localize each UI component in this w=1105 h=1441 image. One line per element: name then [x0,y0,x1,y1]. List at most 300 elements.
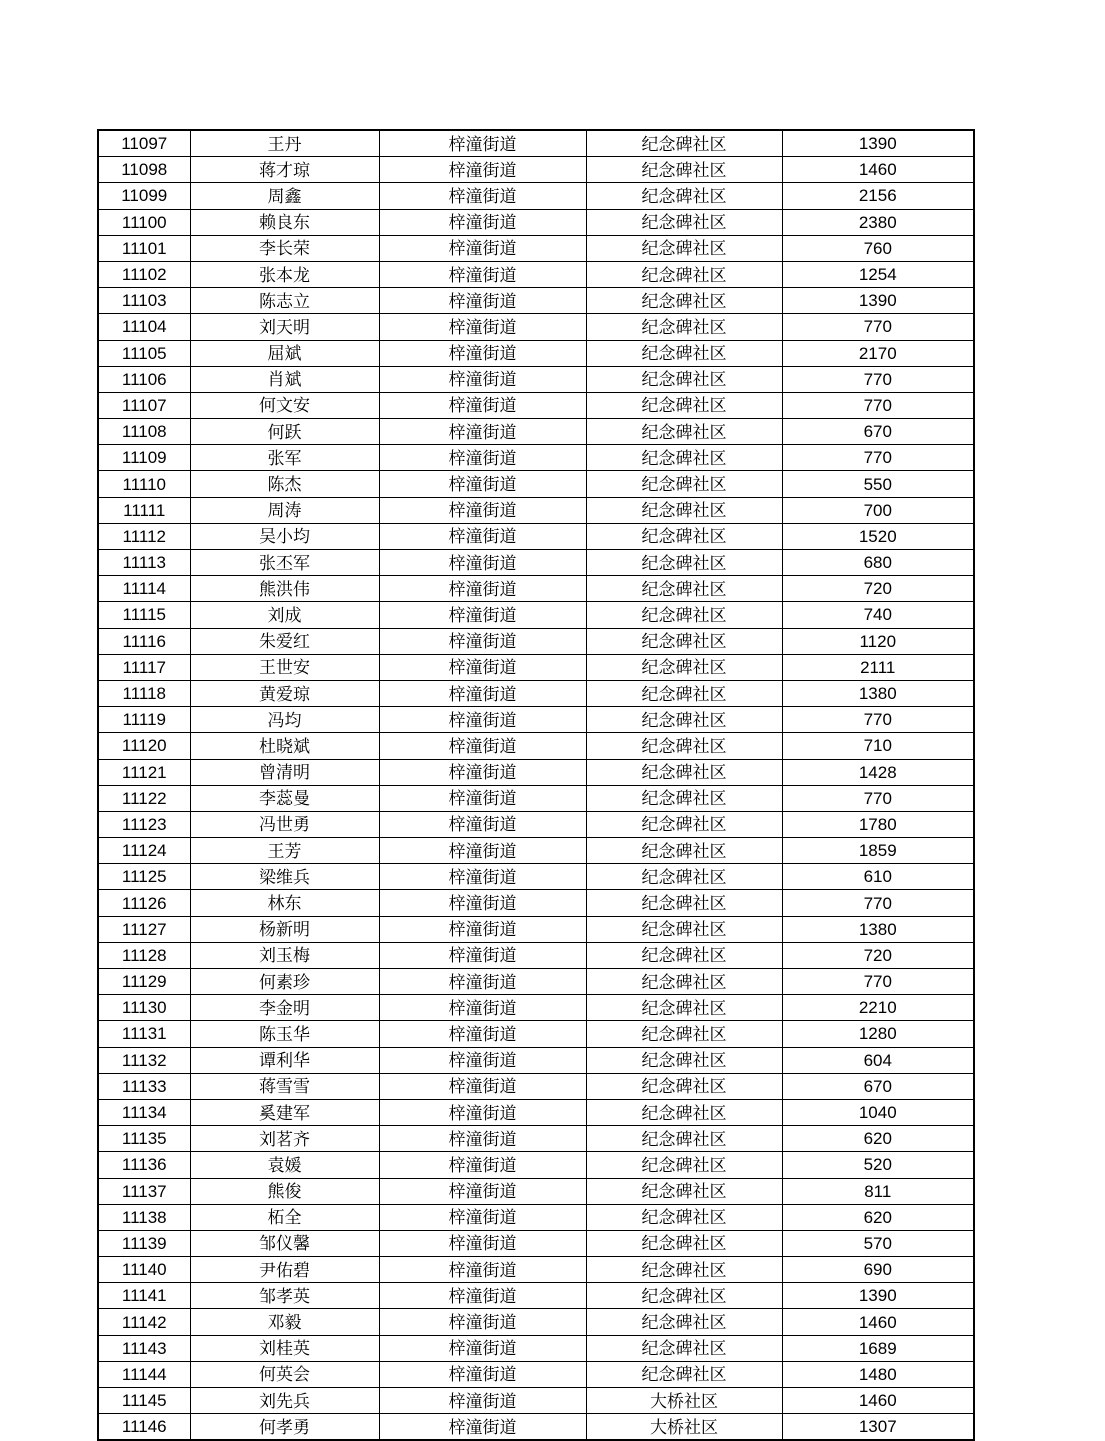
cell-id: 11142 [98,1309,190,1335]
table-row [98,654,974,680]
cell-street: 梓潼街道 [379,288,586,314]
cell-name: 蒋才琼 [190,157,379,183]
table-row [98,759,974,785]
cell-id: 11106 [98,366,190,392]
cell-amount: 770 [782,707,974,733]
cell-community: 纪念碑社区 [586,785,782,811]
cell-community: 纪念碑社区 [586,445,782,471]
cell-community: 纪念碑社区 [586,550,782,576]
cell-amount: 740 [782,602,974,628]
cell-community: 纪念碑社区 [586,1230,782,1256]
cell-amount: 1380 [782,916,974,942]
cell-id: 11111 [98,497,190,523]
cell-community: 纪念碑社区 [586,1099,782,1125]
cell-id: 11146 [98,1414,190,1441]
cell-community: 纪念碑社区 [586,942,782,968]
cell-name: 柘全 [190,1204,379,1230]
cell-community: 纪念碑社区 [586,628,782,654]
cell-name: 朱爱红 [190,628,379,654]
cell-community: 纪念碑社区 [586,654,782,680]
cell-amount: 2170 [782,340,974,366]
cell-amount: 1859 [782,838,974,864]
cell-id: 11137 [98,1178,190,1204]
cell-name: 李长荣 [190,235,379,261]
cell-amount: 760 [782,235,974,261]
cell-amount: 1254 [782,261,974,287]
cell-amount: 1390 [782,288,974,314]
cell-street: 梓潼街道 [379,183,586,209]
table-row [98,969,974,995]
cell-community: 纪念碑社区 [586,235,782,261]
cell-amount: 1520 [782,523,974,549]
cell-community: 纪念碑社区 [586,1309,782,1335]
cell-street: 梓潼街道 [379,1178,586,1204]
cell-amount: 1390 [782,130,974,157]
cell-name: 何英会 [190,1361,379,1387]
cell-id: 11110 [98,471,190,497]
cell-street: 梓潼街道 [379,1309,586,1335]
cell-street: 梓潼街道 [379,785,586,811]
cell-name: 刘成 [190,602,379,628]
table-row [98,628,974,654]
table-row [98,680,974,706]
cell-id: 11102 [98,261,190,287]
cell-id: 11099 [98,183,190,209]
cell-community: 纪念碑社区 [586,890,782,916]
table-row [98,288,974,314]
cell-amount: 520 [782,1152,974,1178]
cell-community: 纪念碑社区 [586,288,782,314]
table-row [98,1204,974,1230]
cell-community: 纪念碑社区 [586,1335,782,1361]
cell-id: 11101 [98,235,190,261]
cell-street: 梓潼街道 [379,1414,586,1441]
cell-amount: 670 [782,1073,974,1099]
cell-id: 11100 [98,209,190,235]
table-row [98,942,974,968]
cell-street: 梓潼街道 [379,366,586,392]
cell-name: 尹佑碧 [190,1257,379,1283]
table-row [98,471,974,497]
cell-id: 11133 [98,1073,190,1099]
cell-amount: 720 [782,942,974,968]
cell-id: 11145 [98,1388,190,1414]
cell-amount: 1780 [782,811,974,837]
cell-id: 11113 [98,550,190,576]
table-row [98,1073,974,1099]
cell-amount: 2210 [782,995,974,1021]
table-row [98,183,974,209]
cell-amount: 1460 [782,1309,974,1335]
cell-street: 梓潼街道 [379,261,586,287]
cell-community: 纪念碑社区 [586,209,782,235]
cell-name: 冯世勇 [190,811,379,837]
cell-amount: 680 [782,550,974,576]
cell-street: 梓潼街道 [379,471,586,497]
cell-community: 纪念碑社区 [586,733,782,759]
cell-amount: 770 [782,445,974,471]
cell-name: 黄爱琼 [190,680,379,706]
cell-id: 11103 [98,288,190,314]
cell-community: 纪念碑社区 [586,1361,782,1387]
cell-amount: 770 [782,785,974,811]
cell-name: 邹孝英 [190,1283,379,1309]
cell-amount: 770 [782,366,974,392]
cell-name: 何孝勇 [190,1414,379,1441]
cell-amount: 2111 [782,654,974,680]
cell-community: 纪念碑社区 [586,1204,782,1230]
table-row [98,235,974,261]
cell-name: 陈志立 [190,288,379,314]
cell-community: 纪念碑社区 [586,916,782,942]
cell-street: 梓潼街道 [379,969,586,995]
cell-community: 纪念碑社区 [586,366,782,392]
cell-amount: 620 [782,1204,974,1230]
cell-id: 11134 [98,1099,190,1125]
table-row [98,1099,974,1125]
cell-amount: 620 [782,1126,974,1152]
table-row [98,1309,974,1335]
cell-name: 刘先兵 [190,1388,379,1414]
cell-street: 梓潼街道 [379,130,586,157]
table-row [98,1178,974,1204]
cell-name: 袁媛 [190,1152,379,1178]
table-row [98,1126,974,1152]
cell-community: 纪念碑社区 [586,1073,782,1099]
cell-name: 邹仪馨 [190,1230,379,1256]
cell-community: 纪念碑社区 [586,576,782,602]
cell-id: 11125 [98,864,190,890]
cell-id: 11127 [98,916,190,942]
cell-street: 梓潼街道 [379,1047,586,1073]
cell-name: 谭利华 [190,1047,379,1073]
cell-name: 陈玉华 [190,1021,379,1047]
cell-street: 梓潼街道 [379,1388,586,1414]
cell-name: 蒋雪雪 [190,1073,379,1099]
cell-street: 梓潼街道 [379,1099,586,1125]
cell-community: 纪念碑社区 [586,995,782,1021]
cell-community: 纪念碑社区 [586,1021,782,1047]
cell-amount: 604 [782,1047,974,1073]
cell-street: 梓潼街道 [379,733,586,759]
cell-street: 梓潼街道 [379,576,586,602]
cell-street: 梓潼街道 [379,602,586,628]
cell-community: 纪念碑社区 [586,157,782,183]
table-row [98,890,974,916]
table-row [98,366,974,392]
cell-name: 林东 [190,890,379,916]
cell-id: 11121 [98,759,190,785]
cell-street: 梓潼街道 [379,707,586,733]
cell-name: 张本龙 [190,261,379,287]
cell-name: 张军 [190,445,379,471]
cell-id: 11123 [98,811,190,837]
cell-community: 大桥社区 [586,1388,782,1414]
cell-name: 张丕军 [190,550,379,576]
cell-amount: 1120 [782,628,974,654]
cell-amount: 1689 [782,1335,974,1361]
cell-name: 陈杰 [190,471,379,497]
cell-id: 11122 [98,785,190,811]
cell-name: 吴小均 [190,523,379,549]
cell-street: 梓潼街道 [379,392,586,418]
cell-community: 纪念碑社区 [586,1178,782,1204]
cell-id: 11130 [98,995,190,1021]
cell-community: 纪念碑社区 [586,759,782,785]
cell-id: 11126 [98,890,190,916]
cell-name: 熊洪伟 [190,576,379,602]
cell-id: 11098 [98,157,190,183]
cell-amount: 700 [782,497,974,523]
cell-name: 冯均 [190,707,379,733]
cell-id: 11108 [98,419,190,445]
table-row [98,733,974,759]
cell-street: 梓潼街道 [379,157,586,183]
cell-name: 周涛 [190,497,379,523]
cell-amount: 770 [782,392,974,418]
cell-street: 梓潼街道 [379,838,586,864]
table-row [98,1335,974,1361]
table-row [98,995,974,1021]
cell-community: 大桥社区 [586,1414,782,1441]
cell-name: 杨新明 [190,916,379,942]
cell-community: 纪念碑社区 [586,471,782,497]
cell-amount: 550 [782,471,974,497]
table-row [98,157,974,183]
cell-street: 梓潼街道 [379,1021,586,1047]
cell-street: 梓潼街道 [379,419,586,445]
cell-id: 11115 [98,602,190,628]
cell-name: 刘天明 [190,314,379,340]
cell-name: 奚建军 [190,1099,379,1125]
table-row [98,864,974,890]
table-row [98,838,974,864]
cell-name: 李蕊曼 [190,785,379,811]
cell-amount: 1460 [782,1388,974,1414]
cell-amount: 610 [782,864,974,890]
cell-street: 梓潼街道 [379,550,586,576]
cell-id: 11116 [98,628,190,654]
cell-community: 纪念碑社区 [586,864,782,890]
cell-id: 11136 [98,1152,190,1178]
cell-street: 梓潼街道 [379,864,586,890]
table-row [98,550,974,576]
cell-community: 纪念碑社区 [586,680,782,706]
cell-community: 纪念碑社区 [586,1126,782,1152]
cell-id: 11140 [98,1257,190,1283]
cell-street: 梓潼街道 [379,654,586,680]
cell-name: 刘桂英 [190,1335,379,1361]
cell-street: 梓潼街道 [379,811,586,837]
cell-community: 纪念碑社区 [586,838,782,864]
table-row [98,602,974,628]
cell-name: 王芳 [190,838,379,864]
cell-community: 纪念碑社区 [586,1283,782,1309]
table-row [98,497,974,523]
cell-street: 梓潼街道 [379,942,586,968]
cell-amount: 770 [782,969,974,995]
cell-amount: 1040 [782,1099,974,1125]
cell-name: 王世安 [190,654,379,680]
cell-id: 11129 [98,969,190,995]
table-row [98,445,974,471]
cell-id: 11114 [98,576,190,602]
table-row [98,261,974,287]
table-row [98,419,974,445]
cell-name: 周鑫 [190,183,379,209]
cell-street: 梓潼街道 [379,497,586,523]
cell-amount: 811 [782,1178,974,1204]
cell-street: 梓潼街道 [379,340,586,366]
cell-community: 纪念碑社区 [586,340,782,366]
cell-name: 曾清明 [190,759,379,785]
table-row [98,209,974,235]
cell-street: 梓潼街道 [379,1152,586,1178]
cell-street: 梓潼街道 [379,1073,586,1099]
cell-amount: 2156 [782,183,974,209]
cell-name: 杜晓斌 [190,733,379,759]
cell-street: 梓潼街道 [379,995,586,1021]
cell-community: 纪念碑社区 [586,497,782,523]
table-row [98,1414,974,1441]
cell-amount: 770 [782,314,974,340]
cell-amount: 690 [782,1257,974,1283]
cell-name: 刘玉梅 [190,942,379,968]
cell-amount: 720 [782,576,974,602]
cell-street: 梓潼街道 [379,628,586,654]
cell-street: 梓潼街道 [379,1361,586,1387]
cell-id: 11097 [98,130,190,157]
cell-name: 梁维兵 [190,864,379,890]
table-row [98,340,974,366]
cell-community: 纪念碑社区 [586,811,782,837]
table-row [98,1361,974,1387]
table-row [98,1283,974,1309]
cell-community: 纪念碑社区 [586,602,782,628]
cell-id: 11119 [98,707,190,733]
cell-id: 11124 [98,838,190,864]
table-row [98,1230,974,1256]
cell-name: 刘茗齐 [190,1126,379,1152]
table-row [98,785,974,811]
records-table [97,129,975,1441]
cell-name: 王丹 [190,130,379,157]
cell-community: 纪念碑社区 [586,392,782,418]
cell-amount: 1307 [782,1414,974,1441]
cell-street: 梓潼街道 [379,209,586,235]
table-row [98,1152,974,1178]
cell-id: 11120 [98,733,190,759]
cell-name: 肖斌 [190,366,379,392]
cell-amount: 1428 [782,759,974,785]
cell-amount: 1280 [782,1021,974,1047]
cell-amount: 1380 [782,680,974,706]
cell-id: 11141 [98,1283,190,1309]
table-row [98,314,974,340]
cell-id: 11105 [98,340,190,366]
records-table-body [98,130,974,1440]
cell-street: 梓潼街道 [379,1204,586,1230]
table-row [98,707,974,733]
cell-id: 11109 [98,445,190,471]
cell-amount: 570 [782,1230,974,1256]
cell-street: 梓潼街道 [379,235,586,261]
cell-name: 何跃 [190,419,379,445]
table-row [98,916,974,942]
cell-name: 屈斌 [190,340,379,366]
table-row [98,523,974,549]
cell-street: 梓潼街道 [379,523,586,549]
cell-community: 纪念碑社区 [586,1257,782,1283]
cell-community: 纪念碑社区 [586,523,782,549]
cell-community: 纪念碑社区 [586,314,782,340]
cell-id: 11131 [98,1021,190,1047]
cell-name: 赖良东 [190,209,379,235]
cell-amount: 2380 [782,209,974,235]
cell-amount: 1460 [782,157,974,183]
cell-community: 纪念碑社区 [586,183,782,209]
cell-id: 11112 [98,523,190,549]
cell-community: 纪念碑社区 [586,969,782,995]
cell-id: 11128 [98,942,190,968]
cell-community: 纪念碑社区 [586,707,782,733]
cell-street: 梓潼街道 [379,890,586,916]
cell-street: 梓潼街道 [379,759,586,785]
table-row [98,1021,974,1047]
table-row [98,1257,974,1283]
cell-name: 何素珍 [190,969,379,995]
cell-amount: 670 [782,419,974,445]
cell-id: 11118 [98,680,190,706]
cell-name: 何文安 [190,392,379,418]
cell-street: 梓潼街道 [379,445,586,471]
table-row [98,1388,974,1414]
cell-name: 李金明 [190,995,379,1021]
cell-id: 11117 [98,654,190,680]
cell-name: 熊俊 [190,1178,379,1204]
cell-id: 11104 [98,314,190,340]
cell-amount: 770 [782,890,974,916]
table-row [98,811,974,837]
cell-id: 11135 [98,1126,190,1152]
cell-amount: 1480 [782,1361,974,1387]
cell-street: 梓潼街道 [379,916,586,942]
cell-name: 邓毅 [190,1309,379,1335]
cell-street: 梓潼街道 [379,1283,586,1309]
cell-street: 梓潼街道 [379,314,586,340]
cell-street: 梓潼街道 [379,680,586,706]
cell-street: 梓潼街道 [379,1230,586,1256]
table-row [98,130,974,157]
cell-community: 纪念碑社区 [586,1152,782,1178]
cell-id: 11107 [98,392,190,418]
cell-id: 11144 [98,1361,190,1387]
cell-community: 纪念碑社区 [586,1047,782,1073]
cell-community: 纪念碑社区 [586,130,782,157]
cell-community: 纪念碑社区 [586,261,782,287]
cell-amount: 710 [782,733,974,759]
cell-street: 梓潼街道 [379,1257,586,1283]
cell-community: 纪念碑社区 [586,419,782,445]
table-row [98,576,974,602]
cell-id: 11143 [98,1335,190,1361]
cell-street: 梓潼街道 [379,1126,586,1152]
table-row [98,1047,974,1073]
cell-id: 11138 [98,1204,190,1230]
cell-id: 11139 [98,1230,190,1256]
table-row [98,392,974,418]
cell-street: 梓潼街道 [379,1335,586,1361]
